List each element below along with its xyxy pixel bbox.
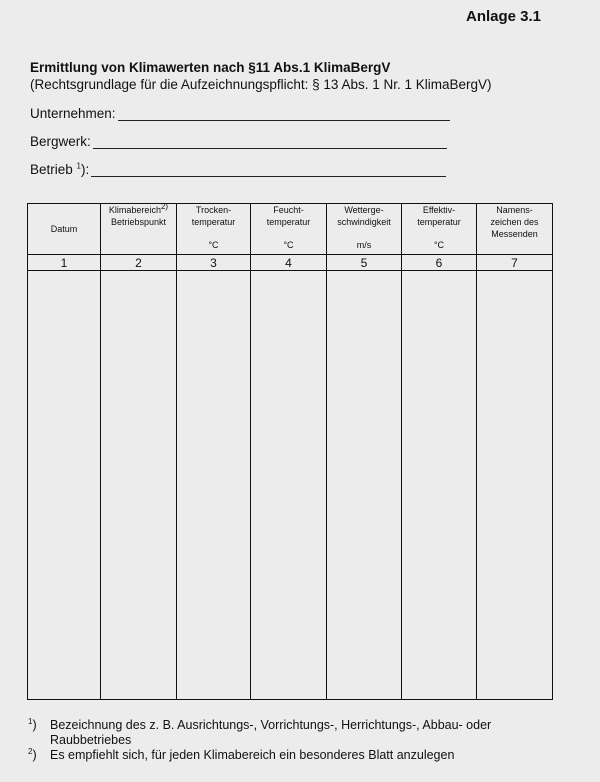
operation-line[interactable] [91, 164, 446, 177]
column-number: 5 [327, 255, 402, 271]
mine-field[interactable] [30, 134, 447, 149]
climate-area-entry-cell[interactable] [101, 271, 177, 700]
dry-temperature-entry-cell[interactable] [177, 271, 251, 700]
annex-label: Anlage 3.1 [466, 8, 542, 25]
column-number: 3 [177, 255, 251, 271]
footnotes [28, 718, 548, 763]
operation-field[interactable] [30, 162, 446, 177]
form-subtitle: (Rechtsgrundlage für die Aufzeichnungspflicht: § 13 Abs. 1 Nr. 1 KlimaBergV) [30, 77, 492, 92]
column-number: 1 [28, 255, 101, 271]
header-dry-temperature: Trocken- temperatur °C [177, 204, 251, 255]
footnote-2: $^2$) Es empfiehlt sich, für jeden Klimabereich ein besonderes Blatt anzulegen [28, 746, 455, 762]
header-wet-temperature: Feucht- temperatur °C [251, 204, 327, 255]
column-number: 7 [477, 255, 553, 271]
mine-label: Bergwerk: [30, 134, 91, 149]
wet-temperature-entry-cell[interactable] [251, 271, 327, 700]
header-signature: Namens- zeichen des Messenden [477, 204, 553, 255]
column-number: 6 [402, 255, 477, 271]
air-velocity-entry-cell[interactable] [327, 271, 402, 700]
column-number: 2 [101, 255, 177, 271]
climate-table [27, 203, 553, 700]
company-label: Unternehmen: [30, 106, 116, 121]
effective-temperature-entry-cell[interactable] [402, 271, 477, 700]
header-effective-temperature: Effektiv- temperatur °C [402, 204, 477, 255]
date-entry-cell[interactable] [28, 271, 101, 700]
form-title: Ermittlung von Klimawerten nach §11 Abs.1 KlimaBergV [30, 60, 391, 75]
mine-line[interactable] [93, 136, 447, 149]
column-number: 4 [251, 255, 327, 271]
signature-entry-cell[interactable] [477, 271, 553, 700]
header-date: Datum [28, 204, 101, 255]
header-air-velocity: Wetterge- schwindigkeit m/s [327, 204, 402, 255]
footnote-1: $^1$) Bezeichnung des z. B. Ausrichtungs-, Vorrichtungs-, Herrichtungs-, Abbau- oder Raubbetriebes [28, 716, 492, 747]
company-line[interactable] [118, 108, 450, 121]
operation-label: Betrieb $^1$): [30, 161, 90, 177]
company-field[interactable] [30, 106, 450, 121]
header-climate-area: Klimabereich$^{2)}$ Betriebspunkt [101, 204, 177, 255]
